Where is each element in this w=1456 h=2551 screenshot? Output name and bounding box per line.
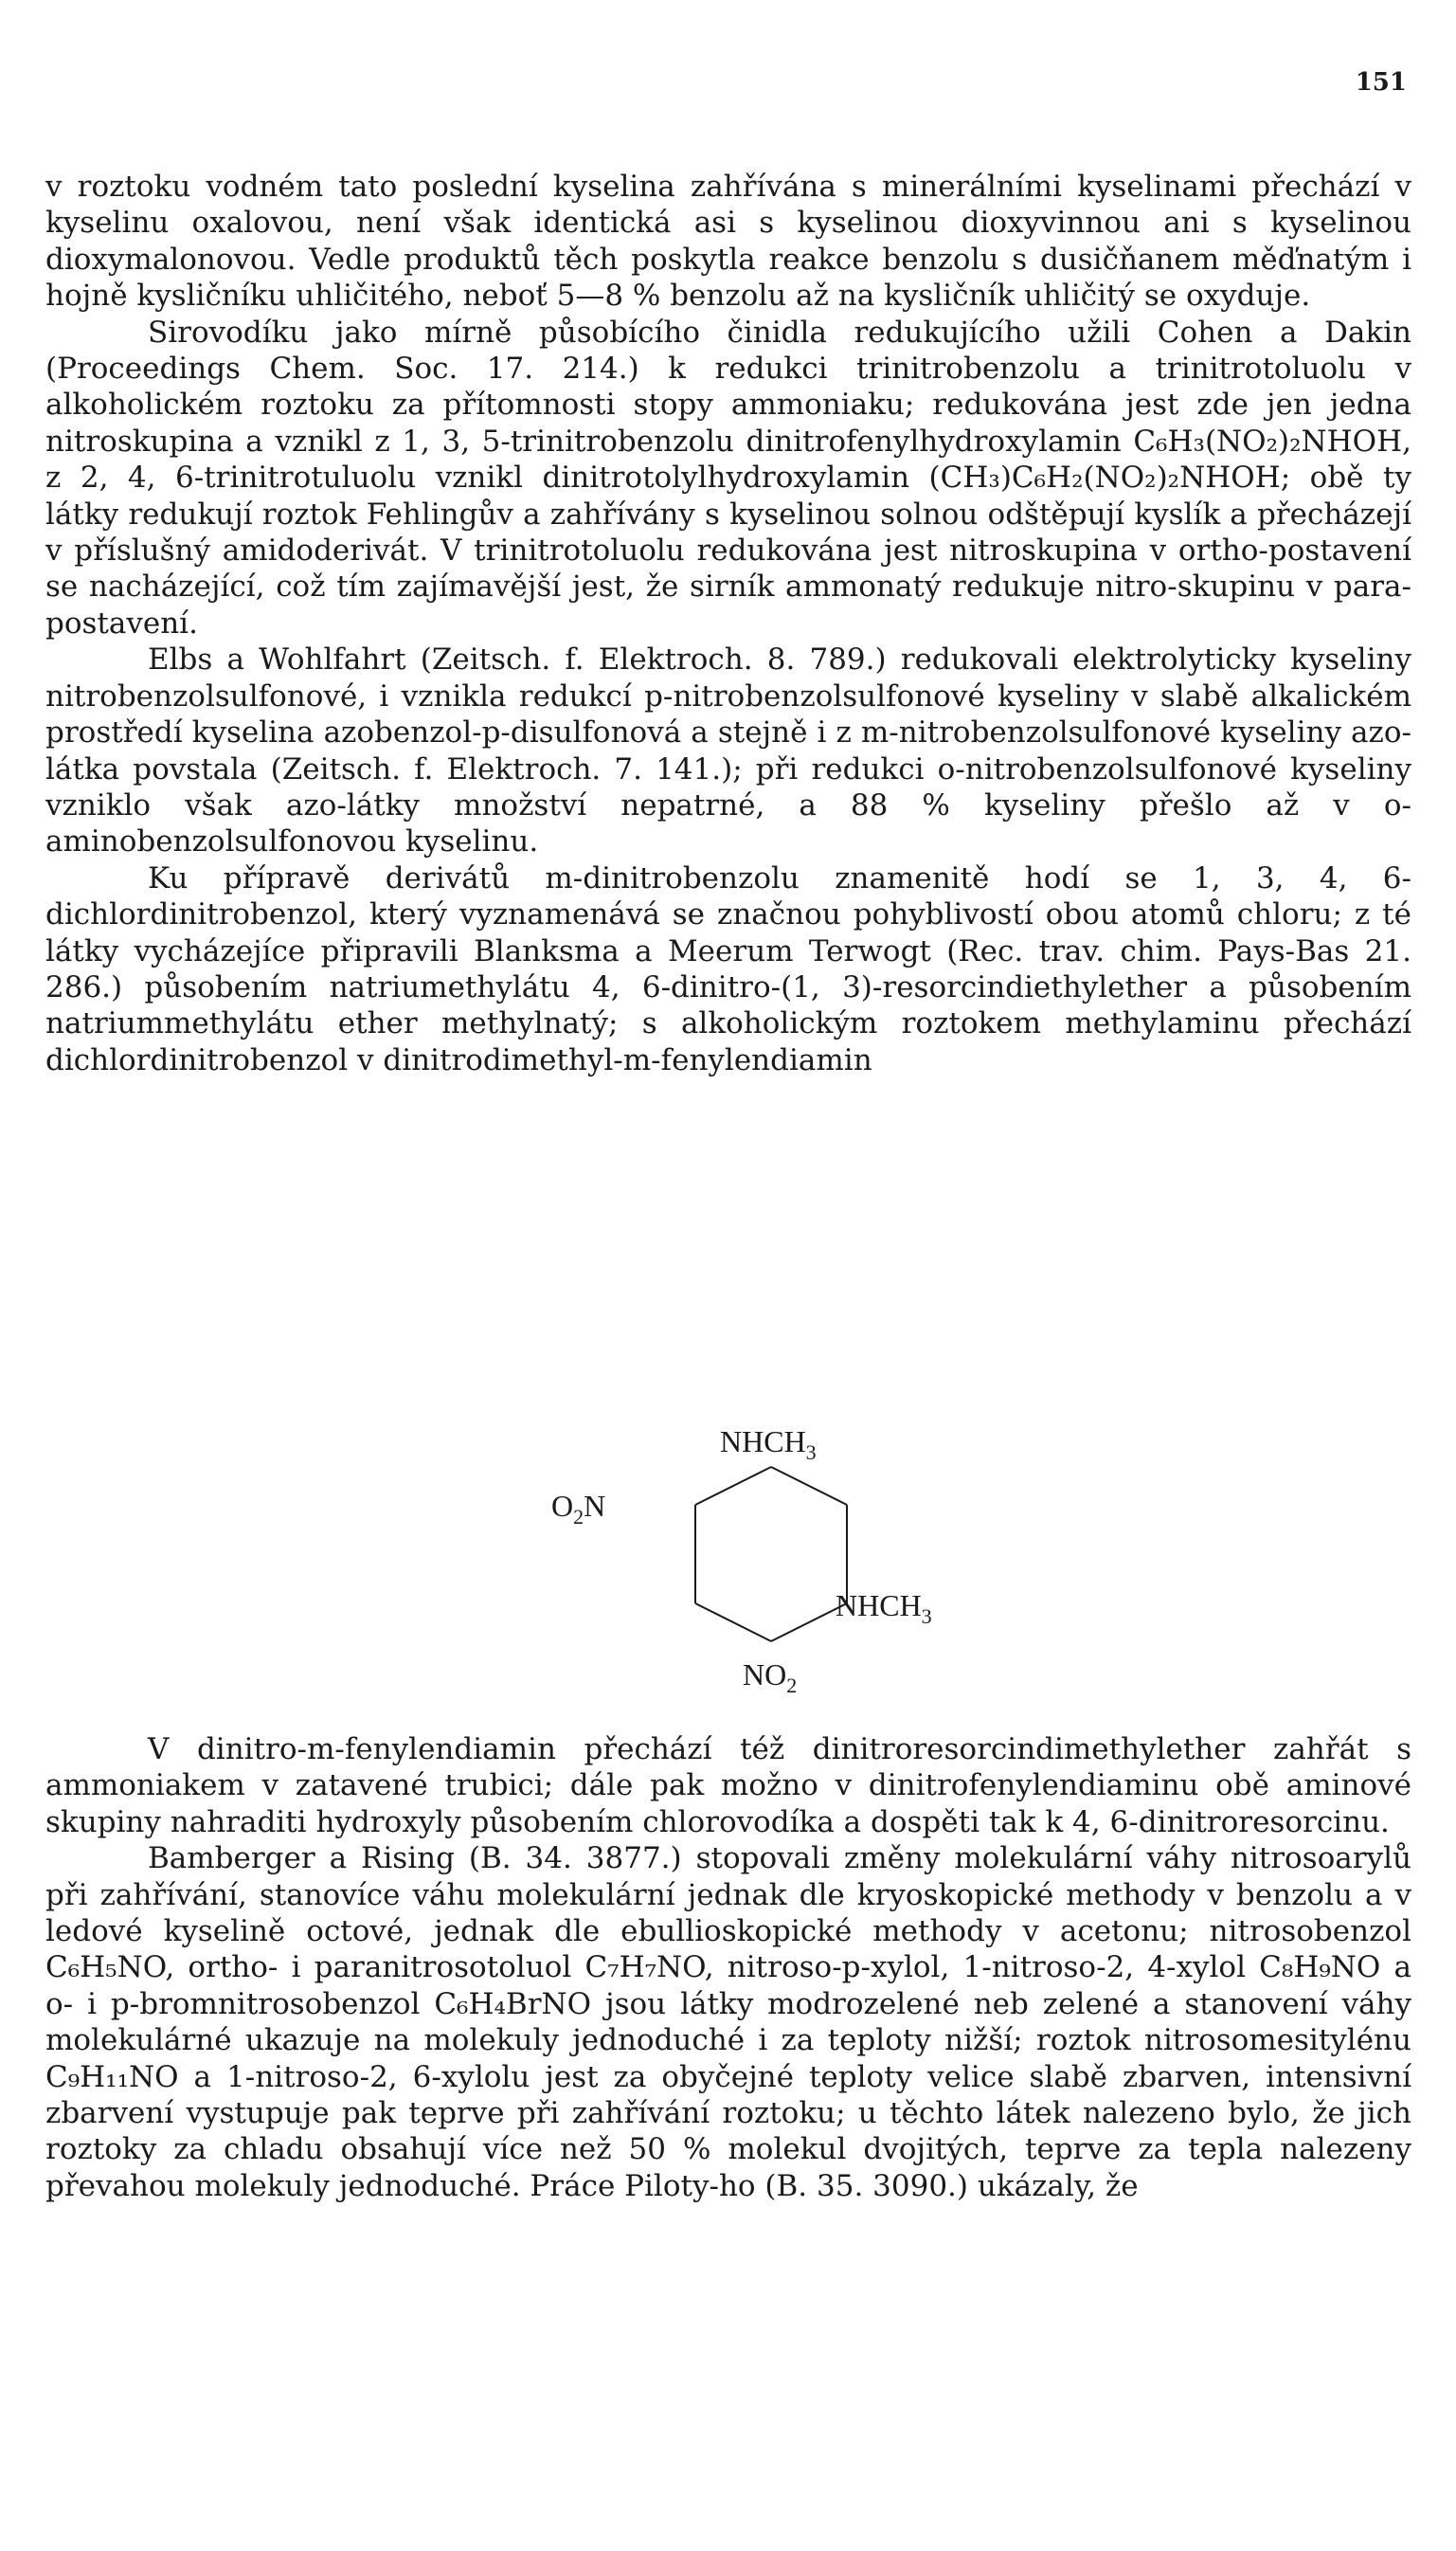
- benzene-ring-diagram: [530, 1412, 1023, 1725]
- page-number: 151: [1355, 68, 1407, 97]
- ring-bond: [695, 1467, 771, 1505]
- paragraph: Elbs a Wohlfahrt (Zeitsch. f. Elektroch. 8. 789.) redukovali elektrolyticky kyseliny nitrobenzolsulfonové, i vznikla redukcí p-nitrobenzolsulfonové kyseliny v slabě alkalickém prostředí kyselina azobenzol-p-disulfonová a stejně i z m-nitrobenzolsulfonové kyseliny azo-látka povstala (Zeitsch. f. Elektroch. 7. 141.); při redukci o-nitrobenzolsulfonové kyseliny vzniklo však azo-látky množství nepatrné, a 88 % kyseliny přešlo až v o-aminobenzolsulfonovou kyselinu.: [45, 642, 1411, 859]
- paragraph: v roztoku vodném tato poslední kyselina zahřívána s minerálními kyselinami přechází v kyselinu oxalovou, není však identická asi s kyselinou dioxyvinnou ani s kyselinou dioxymalonovou. Vedle produktů těch poskytla reakce benzolu s dusičňanem měďnatým i hojně kysličníku uhličitého, neboť 5—8 % benzolu až na kysličník uhličitý se oxyduje.: [45, 170, 1411, 314]
- ring-bond: [695, 1603, 771, 1641]
- substituent-left: $O_2N$: [551, 1489, 606, 1529]
- structural-formula: [530, 1412, 1023, 1725]
- paragraph: Sirovodíku jako mírně působícího činidla redukujícího užili Cohen a Dakin (Proceedings Chem. Soc. 17. 214.) k redukci trinitrobenzolu a trinitrotoluolu v alkoholickém roztoku za přítomnosti stopy ammoniaku; redukována jest zde jen jedna nitroskupina a vznikl z 1, 3, 5-trinitrobenzolu dinitrofenylhydroxylamin C₆H₃(NO₂)₂NHOH, z 2, 4, 6-trinitrotuluolu vznikl dinitrotolylhydroxylamin (CH₃)C₆H₂(NO₂)₂NHOH; obě ty látky redukují roztok Fehlingův a zahřívány s kyselinou solnou odštěpují kyslík a přecházejí v příslušný amidoderivát. V trinitrotoluolu redukována jest nitroskupina v ortho-postavení se nacházející, což tím zajímavější jest, že sirník ammonatý redukuje nitro-skupinu v para-postavení.: [45, 315, 1411, 641]
- substituent-top: $NHCH_3$: [720, 1424, 817, 1464]
- text-block-upper: [45, 169, 1411, 1078]
- paragraph: Ku přípravě derivátů m-dinitrobenzolu znamenitě hodí se 1, 3, 4, 6-dichlordinitrobenzol, který vyznamenává se značnou pohyblivostí obou atomů chloru; z té látky vycházejíce připravili Blanksma a Meerum Terwogt (Rec. trav. chim. Pays-Bas 21. 286.) působením natriumethylátu 4, 6-dinitro-(1, 3)-resorcindiethylether a působením natriummethylátu ether methylnatý; s alkoholickým roztokem methylaminu přechází dichlordinitrobenzol v dinitrodimethyl-m-fenylendiamin: [45, 860, 1411, 1077]
- ring-bond: [771, 1467, 847, 1505]
- substituent-right: $NHCH_3$: [836, 1588, 932, 1628]
- paragraph: Bamberger a Rising (B. 34. 3877.) stopovali změny molekulární váhy nitrosoarylů při zahřívání, stanovíce váhu molekulární jednak dle kryoskopické methody v benzolu a v ledové kyselině octové, jednak dle ebullioskopické methody v acetonu; nitrosobenzol C₆H₅NO, ortho- i paranitrosotoluol C₇H₇NO, nitroso-p-xylol, 1-nitroso-2, 4-xylol C₈H₉NO a o- i p-bromnitrosobenzol C₆H₄BrNO jsou látky modrozelené neb zelené a stanovení váhy molekulárné ukazuje na molekuly jednoduché i za teploty nižší; roztok nitrosomesitylénu C₉H₁₁NO a 1-nitroso-2, 6-xylolu jest za obyčejné teploty velice slabě zbarven, intensivní zbarvení vystupuje pak teprve při zahřívání roztoku; u těchto látek nalezeno bylo, že jich roztoky za chladu obsahují více než 50 % molekul dvojitých, teprve za tepla nalezeny převahou molekuly jednoduché. Práce Piloty-ho (B. 35. 3090.) ukázaly, že: [45, 1841, 1411, 2203]
- paragraph: V dinitro-m-fenylendiamin přechází též dinitroresorcindimethylether zahřát s ammoniakem v zatavené trubici; dále pak možno v dinitrofenylendiaminu obě aminové skupiny nahraditi hydroxyly působením chlorovodíka a dospěti tak k 4, 6-dinitroresorcinu.: [45, 1732, 1411, 1839]
- substituent-bottom: $NO_2$: [743, 1657, 798, 1697]
- text-block-lower: [45, 1731, 1411, 2204]
